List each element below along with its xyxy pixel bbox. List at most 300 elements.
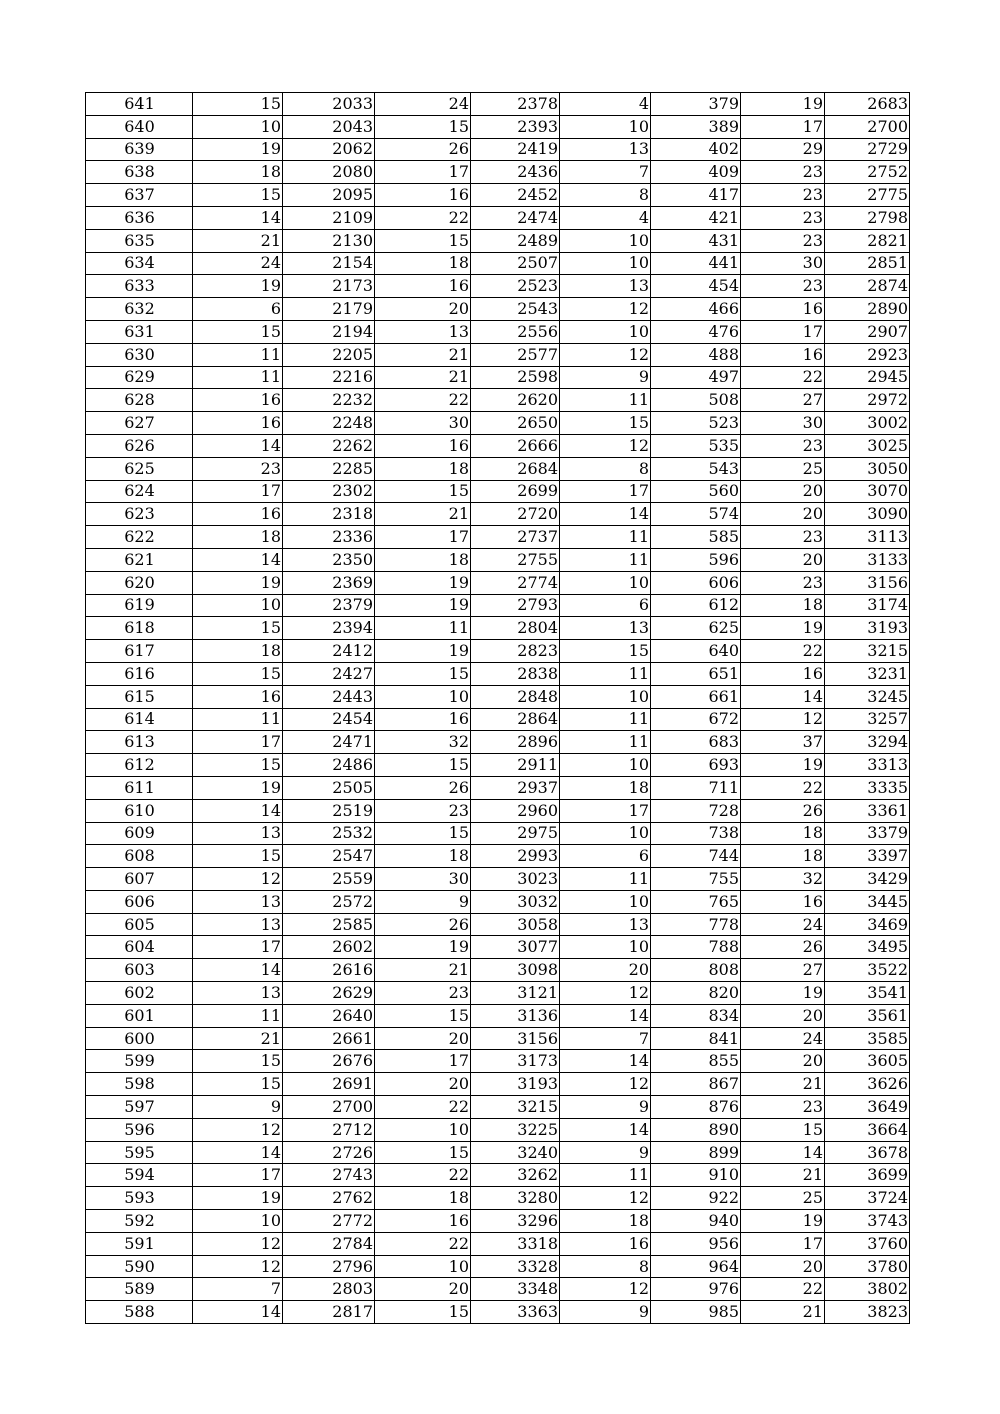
table-cell: 2559 [283, 868, 375, 891]
score-cell: 595 [86, 1141, 193, 1164]
table-cell: 10 [193, 594, 283, 617]
score-cell: 622 [86, 526, 193, 549]
table-cell: 12 [560, 982, 651, 1005]
table-cell: 3090 [825, 503, 910, 526]
score-cell: 619 [86, 594, 193, 617]
table-cell: 855 [651, 1050, 741, 1073]
table-row [86, 822, 910, 845]
table-cell: 22 [375, 1232, 471, 1255]
score-cell: 639 [86, 138, 193, 161]
table-row [86, 1232, 910, 1255]
table-cell: 26 [375, 913, 471, 936]
table-cell: 16 [375, 275, 471, 298]
table-cell: 788 [651, 936, 741, 959]
table-cell: 15 [193, 93, 283, 116]
table-cell: 3397 [825, 845, 910, 868]
table-row [86, 754, 910, 777]
table-cell: 16 [375, 434, 471, 457]
table-cell: 19 [193, 571, 283, 594]
table-cell: 18 [741, 822, 825, 845]
table-cell: 2907 [825, 320, 910, 343]
table-cell: 899 [651, 1141, 741, 1164]
table-cell: 3541 [825, 982, 910, 1005]
table-row [86, 1187, 910, 1210]
table-cell: 15 [375, 822, 471, 845]
table-row [86, 868, 910, 891]
table-cell: 651 [651, 662, 741, 685]
score-cell: 603 [86, 959, 193, 982]
table-row [86, 640, 910, 663]
table-cell: 22 [741, 640, 825, 663]
table-cell: 3664 [825, 1118, 910, 1141]
table-cell: 3136 [471, 1004, 560, 1027]
table-row [86, 571, 910, 594]
table-cell: 12 [193, 1232, 283, 1255]
table-cell: 3328 [471, 1255, 560, 1278]
table-cell: 3156 [471, 1027, 560, 1050]
score-cell: 626 [86, 434, 193, 457]
table-cell: 2762 [283, 1187, 375, 1210]
table-cell: 19 [193, 275, 283, 298]
table-cell: 11 [560, 662, 651, 685]
table-cell: 13 [193, 822, 283, 845]
table-cell: 3032 [471, 890, 560, 913]
table-cell: 421 [651, 206, 741, 229]
table-cell: 2640 [283, 1004, 375, 1027]
table-cell: 7 [193, 1278, 283, 1301]
table-cell: 15 [741, 1118, 825, 1141]
table-cell: 14 [560, 1050, 651, 1073]
table-cell: 19 [741, 982, 825, 1005]
table-cell: 523 [651, 412, 741, 435]
table-cell: 16 [741, 890, 825, 913]
table-cell: 11 [193, 708, 283, 731]
table-row [86, 913, 910, 936]
table-cell: 18 [375, 1187, 471, 1210]
table-cell: 11 [560, 1164, 651, 1187]
score-cell: 602 [86, 982, 193, 1005]
table-cell: 8 [560, 457, 651, 480]
table-cell: 834 [651, 1004, 741, 1027]
table-cell: 2712 [283, 1118, 375, 1141]
table-cell: 16 [741, 343, 825, 366]
table-row [86, 480, 910, 503]
table-cell: 13 [560, 617, 651, 640]
table-row [86, 366, 910, 389]
table-cell: 2864 [471, 708, 560, 731]
table-cell: 12 [560, 1073, 651, 1096]
table-cell: 3173 [471, 1050, 560, 1073]
table-cell: 22 [741, 776, 825, 799]
score-cell: 637 [86, 184, 193, 207]
table-cell: 585 [651, 526, 741, 549]
table-cell: 3313 [825, 754, 910, 777]
table-cell: 23 [193, 457, 283, 480]
table-cell: 2817 [283, 1301, 375, 1324]
table-cell: 24 [193, 252, 283, 275]
table-cell: 2752 [825, 161, 910, 184]
table-cell: 15 [375, 1301, 471, 1324]
table-cell: 26 [741, 799, 825, 822]
score-cell: 601 [86, 1004, 193, 1027]
table-cell: 2556 [471, 320, 560, 343]
score-cell: 634 [86, 252, 193, 275]
table-cell: 8 [560, 184, 651, 207]
table-cell: 2911 [471, 754, 560, 777]
table-cell: 672 [651, 708, 741, 731]
table-cell: 18 [375, 252, 471, 275]
table-cell: 2302 [283, 480, 375, 503]
table-cell: 3156 [825, 571, 910, 594]
table-cell: 2336 [283, 526, 375, 549]
score-cell: 618 [86, 617, 193, 640]
table-cell: 612 [651, 594, 741, 617]
table-cell: 2130 [283, 229, 375, 252]
table-cell: 2486 [283, 754, 375, 777]
score-cell: 588 [86, 1301, 193, 1324]
table-row [86, 434, 910, 457]
score-cell: 627 [86, 412, 193, 435]
table-row [86, 1096, 910, 1119]
table-cell: 2784 [283, 1232, 375, 1255]
table-cell: 7 [560, 161, 651, 184]
table-cell: 3760 [825, 1232, 910, 1255]
table-cell: 2285 [283, 457, 375, 480]
table-cell: 17 [193, 480, 283, 503]
table-row [86, 982, 910, 1005]
table-cell: 2080 [283, 161, 375, 184]
table-cell: 13 [375, 320, 471, 343]
score-table [85, 92, 910, 1324]
table-row [86, 184, 910, 207]
table-cell: 16 [375, 708, 471, 731]
table-cell: 11 [560, 731, 651, 754]
table-cell: 9 [560, 1301, 651, 1324]
score-cell: 629 [86, 366, 193, 389]
table-cell: 2772 [283, 1210, 375, 1233]
table-row [86, 138, 910, 161]
score-cell: 614 [86, 708, 193, 731]
table-cell: 11 [560, 548, 651, 571]
table-cell: 3823 [825, 1301, 910, 1324]
table-cell: 10 [560, 320, 651, 343]
table-cell: 3257 [825, 708, 910, 731]
table-cell: 15 [193, 754, 283, 777]
table-cell: 16 [375, 184, 471, 207]
table-cell: 6 [560, 845, 651, 868]
table-cell: 2676 [283, 1050, 375, 1073]
table-cell: 910 [651, 1164, 741, 1187]
table-cell: 574 [651, 503, 741, 526]
table-cell: 19 [375, 571, 471, 594]
table-cell: 26 [375, 138, 471, 161]
score-cell: 596 [86, 1118, 193, 1141]
table-cell: 18 [375, 457, 471, 480]
score-cell: 605 [86, 913, 193, 936]
table-cell: 3469 [825, 913, 910, 936]
table-row [86, 1164, 910, 1187]
table-cell: 11 [193, 366, 283, 389]
table-cell: 21 [741, 1164, 825, 1187]
table-cell: 10 [560, 571, 651, 594]
table-cell: 19 [193, 776, 283, 799]
table-row [86, 776, 910, 799]
table-row [86, 1027, 910, 1050]
table-cell: 2523 [471, 275, 560, 298]
table-cell: 12 [560, 343, 651, 366]
table-cell: 16 [741, 662, 825, 685]
table-cell: 3070 [825, 480, 910, 503]
table-cell: 22 [375, 206, 471, 229]
table-cell: 2720 [471, 503, 560, 526]
table-cell: 2972 [825, 389, 910, 412]
table-cell: 3561 [825, 1004, 910, 1027]
score-cell: 632 [86, 298, 193, 321]
table-cell: 3605 [825, 1050, 910, 1073]
score-cell: 613 [86, 731, 193, 754]
table-cell: 2691 [283, 1073, 375, 1096]
table-cell: 3294 [825, 731, 910, 754]
table-row [86, 526, 910, 549]
table-cell: 2109 [283, 206, 375, 229]
table-cell: 389 [651, 115, 741, 138]
table-cell: 20 [741, 480, 825, 503]
table-cell: 543 [651, 457, 741, 480]
table-cell: 3802 [825, 1278, 910, 1301]
score-cell: 593 [86, 1187, 193, 1210]
table-cell: 3231 [825, 662, 910, 685]
table-cell: 23 [741, 571, 825, 594]
table-cell: 3262 [471, 1164, 560, 1187]
table-cell: 2205 [283, 343, 375, 366]
table-cell: 3445 [825, 890, 910, 913]
table-cell: 23 [741, 184, 825, 207]
table-cell: 19 [193, 138, 283, 161]
table-cell: 17 [560, 799, 651, 822]
table-row [86, 343, 910, 366]
table-cell: 10 [560, 685, 651, 708]
table-cell: 3743 [825, 1210, 910, 1233]
table-cell: 6 [193, 298, 283, 321]
table-cell: 2598 [471, 366, 560, 389]
table-cell: 2043 [283, 115, 375, 138]
table-cell: 24 [741, 913, 825, 936]
table-row [86, 1255, 910, 1278]
table-cell: 3240 [471, 1141, 560, 1164]
table-cell: 19 [193, 1187, 283, 1210]
table-cell: 2796 [283, 1255, 375, 1278]
table-cell: 17 [741, 1232, 825, 1255]
score-cell: 641 [86, 93, 193, 116]
score-cell: 606 [86, 890, 193, 913]
table-cell: 9 [193, 1096, 283, 1119]
table-cell: 23 [375, 982, 471, 1005]
table-cell: 808 [651, 959, 741, 982]
table-cell: 7 [560, 1027, 651, 1050]
table-cell: 625 [651, 617, 741, 640]
table-cell: 2369 [283, 571, 375, 594]
score-cell: 589 [86, 1278, 193, 1301]
table-cell: 508 [651, 389, 741, 412]
table-cell: 2737 [471, 526, 560, 549]
table-body [86, 93, 910, 1324]
table-cell: 3649 [825, 1096, 910, 1119]
table-cell: 13 [193, 913, 283, 936]
table-cell: 890 [651, 1118, 741, 1141]
score-cell: 609 [86, 822, 193, 845]
table-cell: 14 [560, 1118, 651, 1141]
table-cell: 14 [560, 1004, 651, 1027]
table-cell: 497 [651, 366, 741, 389]
table-cell: 19 [741, 93, 825, 116]
table-cell: 9 [375, 890, 471, 913]
table-cell: 3429 [825, 868, 910, 891]
table-cell: 13 [193, 982, 283, 1005]
table-cell: 3193 [825, 617, 910, 640]
table-cell: 431 [651, 229, 741, 252]
table-cell: 2650 [471, 412, 560, 435]
score-cell: 616 [86, 662, 193, 685]
score-cell: 621 [86, 548, 193, 571]
score-cell: 620 [86, 571, 193, 594]
table-cell: 2379 [283, 594, 375, 617]
table-row [86, 1073, 910, 1096]
table-cell: 2774 [471, 571, 560, 594]
table-cell: 15 [193, 184, 283, 207]
table-cell: 15 [375, 1004, 471, 1027]
table-cell: 2436 [471, 161, 560, 184]
table-cell: 17 [741, 115, 825, 138]
table-cell: 25 [741, 1187, 825, 1210]
table-cell: 26 [741, 936, 825, 959]
table-cell: 9 [560, 1096, 651, 1119]
table-cell: 3133 [825, 548, 910, 571]
table-cell: 16 [193, 389, 283, 412]
table-row [86, 890, 910, 913]
table-cell: 11 [560, 389, 651, 412]
table-cell: 3215 [825, 640, 910, 663]
table-cell: 2793 [471, 594, 560, 617]
table-cell: 3121 [471, 982, 560, 1005]
table-cell: 3495 [825, 936, 910, 959]
score-cell: 625 [86, 457, 193, 480]
table-cell: 30 [375, 868, 471, 891]
table-cell: 10 [560, 115, 651, 138]
table-cell: 2454 [283, 708, 375, 731]
table-cell: 16 [193, 412, 283, 435]
table-cell: 15 [193, 845, 283, 868]
table-cell: 11 [560, 708, 651, 731]
table-cell: 19 [741, 617, 825, 640]
table-cell: 3077 [471, 936, 560, 959]
table-cell: 417 [651, 184, 741, 207]
table-cell: 2179 [283, 298, 375, 321]
score-cell: 608 [86, 845, 193, 868]
table-cell: 16 [741, 298, 825, 321]
table-cell: 20 [375, 1073, 471, 1096]
table-cell: 18 [375, 548, 471, 571]
table-cell: 10 [375, 1118, 471, 1141]
score-cell: 611 [86, 776, 193, 799]
table-cell: 876 [651, 1096, 741, 1119]
table-cell: 596 [651, 548, 741, 571]
table-cell: 23 [741, 229, 825, 252]
table-cell: 466 [651, 298, 741, 321]
table-cell: 922 [651, 1187, 741, 1210]
table-cell: 488 [651, 343, 741, 366]
table-cell: 18 [193, 161, 283, 184]
table-cell: 2743 [283, 1164, 375, 1187]
table-cell: 18 [741, 845, 825, 868]
table-cell: 10 [560, 754, 651, 777]
table-cell: 841 [651, 1027, 741, 1050]
table-cell: 18 [375, 845, 471, 868]
table-row [86, 548, 910, 571]
table-row [86, 389, 910, 412]
table-cell: 15 [193, 320, 283, 343]
table-cell: 25 [741, 457, 825, 480]
table-cell: 3699 [825, 1164, 910, 1187]
score-cell: 624 [86, 480, 193, 503]
table-cell: 4 [560, 93, 651, 116]
table-cell: 14 [193, 959, 283, 982]
table-cell: 2474 [471, 206, 560, 229]
table-cell: 14 [741, 1141, 825, 1164]
table-row [86, 594, 910, 617]
table-cell: 17 [375, 1050, 471, 1073]
table-cell: 20 [741, 1050, 825, 1073]
table-cell: 17 [193, 1164, 283, 1187]
table-cell: 17 [375, 161, 471, 184]
table-cell: 16 [375, 1210, 471, 1233]
table-cell: 18 [741, 594, 825, 617]
table-cell: 867 [651, 1073, 741, 1096]
table-cell: 2350 [283, 548, 375, 571]
table-cell: 2216 [283, 366, 375, 389]
table-cell: 13 [193, 890, 283, 913]
score-cell: 623 [86, 503, 193, 526]
table-cell: 8 [560, 1255, 651, 1278]
table-cell: 2798 [825, 206, 910, 229]
table-row [86, 1278, 910, 1301]
table-cell: 21 [741, 1301, 825, 1324]
table-cell: 2823 [471, 640, 560, 663]
table-cell: 24 [741, 1027, 825, 1050]
table-cell: 3245 [825, 685, 910, 708]
table-cell: 2848 [471, 685, 560, 708]
table-cell: 17 [193, 731, 283, 754]
table-cell: 18 [193, 526, 283, 549]
table-cell: 10 [560, 890, 651, 913]
table-cell: 402 [651, 138, 741, 161]
table-cell: 22 [375, 1164, 471, 1187]
score-cell: 600 [86, 1027, 193, 1050]
table-row [86, 959, 910, 982]
table-cell: 755 [651, 868, 741, 891]
table-row [86, 708, 910, 731]
table-cell: 3363 [471, 1301, 560, 1324]
table-cell: 24 [375, 93, 471, 116]
table-cell: 2543 [471, 298, 560, 321]
table-cell: 15 [560, 640, 651, 663]
table-cell: 3002 [825, 412, 910, 435]
table-cell: 2729 [825, 138, 910, 161]
table-row [86, 662, 910, 685]
score-cell: 628 [86, 389, 193, 412]
table-cell: 23 [741, 1096, 825, 1119]
table-cell: 19 [741, 1210, 825, 1233]
table-cell: 20 [741, 1255, 825, 1278]
